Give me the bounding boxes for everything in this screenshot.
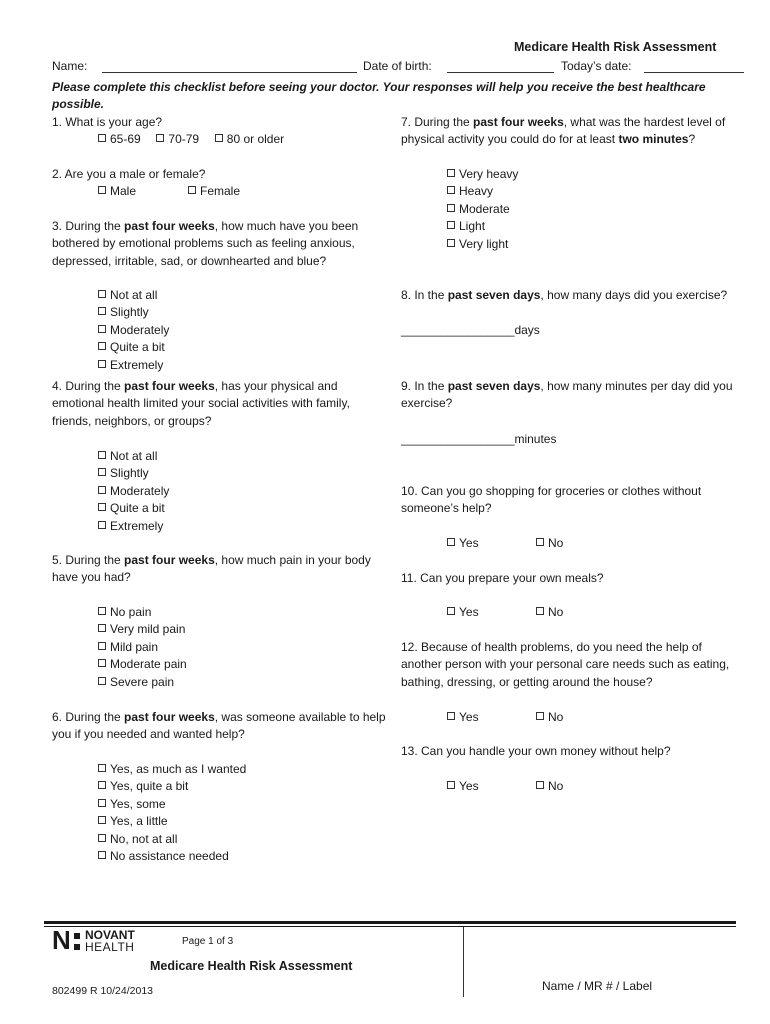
checkbox-icon [156,134,164,142]
checkbox-icon [98,799,106,807]
checkbox-icon [98,521,106,529]
dob-label: Date of birth: [363,59,432,73]
q4-option[interactable]: Moderately [98,483,169,500]
q5-option[interactable]: Very mild pain [98,621,187,638]
checkbox-icon [447,607,455,615]
checkbox-icon [98,851,106,859]
checkbox-icon [98,342,106,350]
patient-label-area: Name / MR # / Label [542,979,653,993]
checkbox-icon [447,221,455,229]
q10-option-yes[interactable]: Yes [447,535,479,552]
q5-options [98,604,187,691]
question-6: 6. During the past four weeks, was someone available to help you if you needed and wanted help? [52,710,386,742]
checkbox-icon [536,781,544,789]
q12-option-no[interactable]: No [536,709,563,726]
checkbox-icon [98,781,106,789]
question-13: 13. Can you handle your own money without help? [401,744,671,758]
q7-option[interactable]: Light [447,218,518,235]
q7-option[interactable]: Heavy [447,183,518,200]
logo-text-health: HEALTH [85,940,135,954]
logo-mark: N [52,925,71,955]
logo-text-novant: NOVANT [85,928,135,942]
q6-option[interactable]: Yes, some [98,796,246,813]
footer-divider [463,927,464,997]
q3-option[interactable]: Moderately [98,322,169,339]
checkbox-icon [536,712,544,720]
checkbox-icon [215,134,223,142]
checkbox-icon [98,642,106,650]
q6-option[interactable]: No, not at all [98,831,246,848]
checkbox-icon [447,781,455,789]
question-10: 10. Can you go shopping for groceries or clothes without someone’s help? [401,484,702,516]
checkbox-icon [98,307,106,315]
checkbox-icon [98,486,106,494]
checkbox-icon [536,538,544,546]
logo-dots [74,944,80,950]
question-9: 9. In the past seven days, how many minutes per day did you exercise? [401,379,733,411]
q13-option-yes[interactable]: Yes [447,778,479,795]
q12-option-yes[interactable]: Yes [447,709,479,726]
q2-option-male[interactable]: Male [98,183,136,200]
q9-minutes-field[interactable]: _________________minutes [401,432,557,446]
q3-option[interactable]: Extremely [98,357,169,374]
checkbox-icon [447,204,455,212]
novant-health-logo [52,925,162,956]
q7-option[interactable]: Very heavy [447,166,518,183]
checkbox-icon [98,451,106,459]
checkbox-icon [98,503,106,511]
dob-field[interactable] [447,72,554,73]
q2-option-female[interactable]: Female [188,183,240,200]
question-5: 5. During the past four weeks, how much pain in your body have you had? [52,553,371,585]
q6-option[interactable]: Yes, a little [98,813,246,830]
checkbox-icon [447,186,455,194]
q4-options [98,448,169,535]
q5-option[interactable]: Severe pain [98,674,187,691]
question-12: 12. Because of health problems, do you need the help of another person with your personal care needs such as eating, bathing, dressing, or getting around the house? [401,640,730,689]
checkbox-icon [536,607,544,615]
q3-options [98,287,169,374]
q6-options [98,761,246,865]
q7-option[interactable]: Very light [447,236,518,253]
form-id: 802499 R 10/24/2013 [52,985,154,997]
today-label: Today’s date: [561,59,632,73]
checkbox-icon [98,624,106,632]
q11-option-yes[interactable]: Yes [447,604,479,621]
question-7: 7. During the past four weeks, what was the hardest level of physical activity you could do for at least two minutes? [401,115,726,147]
intro-instructions: Please complete this checklist before seeing your doctor. Your responses will help you receive the best healthcare possible. [52,80,706,112]
q11-option-no[interactable]: No [536,604,563,621]
q6-option[interactable]: No assistance needed [98,848,246,865]
checkbox-icon [447,239,455,247]
checkbox-icon [98,607,106,615]
q3-option[interactable]: Not at all [98,287,169,304]
q4-option[interactable]: Slightly [98,465,169,482]
q5-option[interactable]: No pain [98,604,187,621]
q1-option-80-plus[interactable]: 80 or older [215,132,284,146]
form-title: Medicare Health Risk Assessment [514,40,717,54]
q13-option-no[interactable]: No [536,778,563,795]
checkbox-icon [98,325,106,333]
question-8: 8. In the past seven days, how many days did you exercise? [401,288,728,302]
q6-option[interactable]: Yes, as much as I wanted [98,761,246,778]
checkbox-icon [188,186,196,194]
page-number: Page 1 of 3 [182,936,234,947]
q8-days-field[interactable]: _________________days [401,323,540,337]
today-date-field[interactable] [644,72,744,73]
q5-option[interactable]: Moderate pain [98,656,187,673]
logo-dots [74,933,80,939]
q1-options [98,131,284,148]
question-1: 1. What is your age? [52,115,163,129]
q4-option[interactable]: Not at all [98,448,169,465]
q7-options [447,166,518,253]
name-field[interactable] [102,72,357,73]
q10-option-no[interactable]: No [536,535,563,552]
checkbox-icon [98,834,106,842]
checkbox-icon [98,186,106,194]
checkbox-icon [98,659,106,667]
q6-option[interactable]: Yes, quite a bit [98,778,246,795]
question-11: 11. Can you prepare your own meals? [401,571,604,585]
q5-option[interactable]: Mild pain [98,639,187,656]
checkbox-icon [98,764,106,772]
footer-rule-thin [44,926,736,927]
checkbox-icon [98,290,106,298]
name-label: Name: [52,59,88,73]
checkbox-icon [447,712,455,720]
checkbox-icon [98,134,106,142]
question-3: 3. During the past four weeks, how much have you been bothered by emotional problems such as feeling anxious, depressed, irritable, sad, or downhearted and blue? [52,219,359,268]
checkbox-icon [447,169,455,177]
q1-option-70-79[interactable]: 70-79 [156,132,199,146]
q1-option-65-69[interactable]: 65-69 [98,132,141,146]
checkbox-icon [98,816,106,824]
q4-option[interactable]: Extremely [98,518,169,535]
checkbox-icon [98,360,106,368]
question-4: 4. During the past four weeks, has your physical and emotional health limited your social activities with family, friends, neighbors, or groups? [52,379,350,428]
q7-option[interactable]: Moderate [447,201,518,218]
footer-title: Medicare Health Risk Assessment [150,959,353,973]
q3-option[interactable]: Slightly [98,304,169,321]
footer-rule-thick [44,921,736,924]
checkbox-icon [98,677,106,685]
q3-option[interactable]: Quite a bit [98,339,169,356]
question-2: 2. Are you a male or female? [52,167,206,181]
checkbox-icon [447,538,455,546]
q4-option[interactable]: Quite a bit [98,500,169,517]
checkbox-icon [98,468,106,476]
